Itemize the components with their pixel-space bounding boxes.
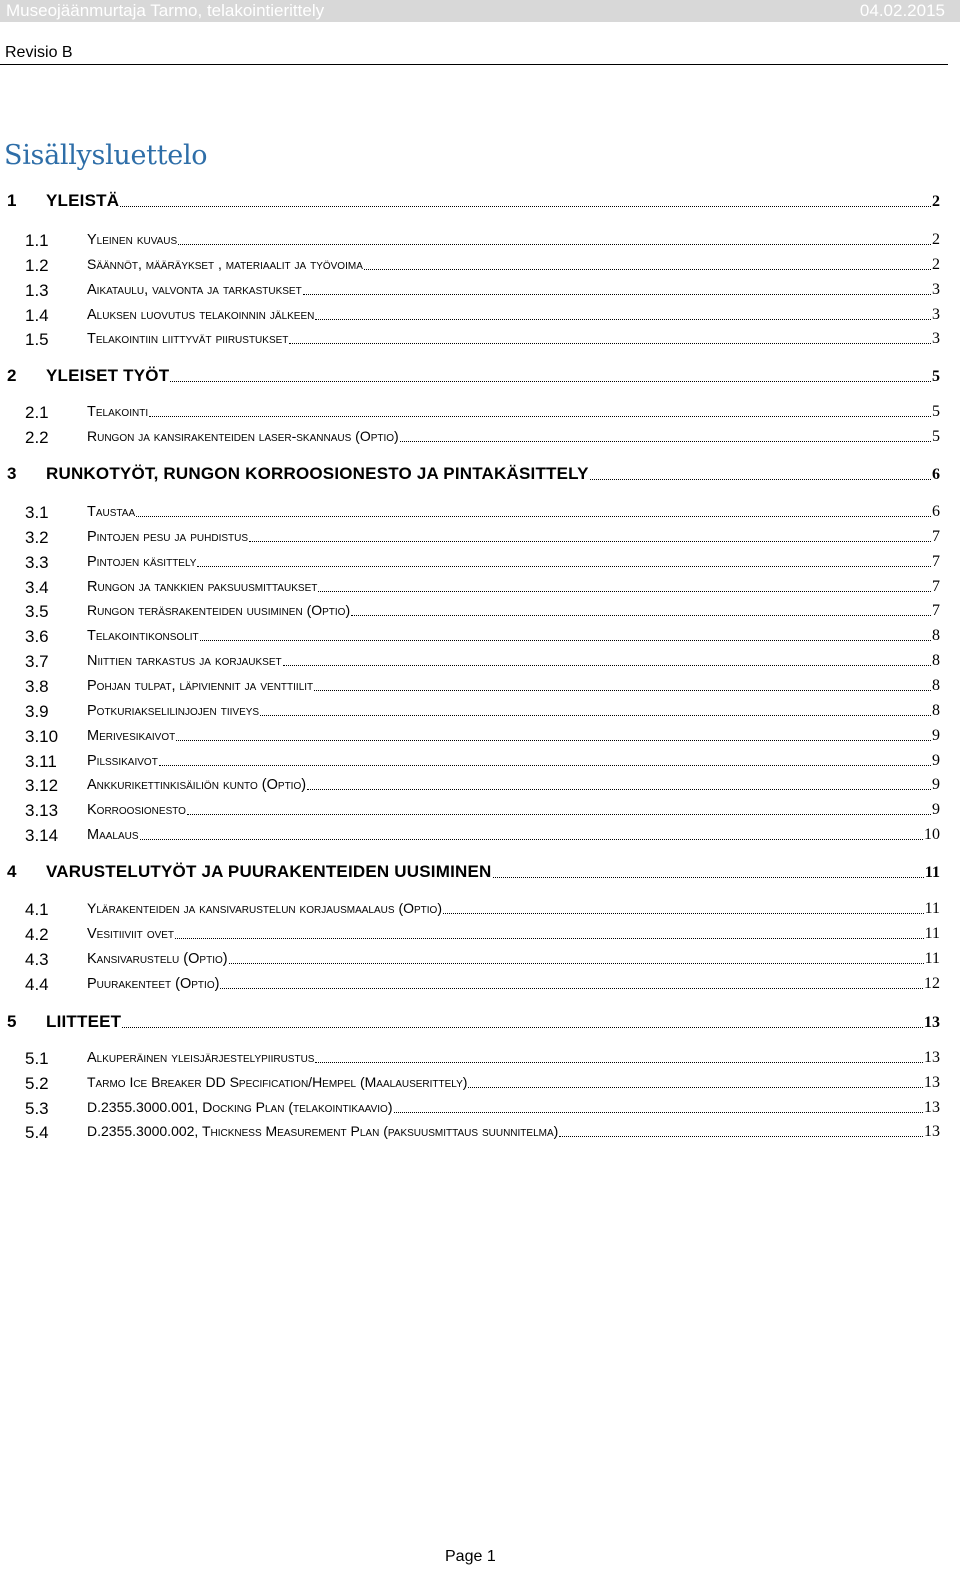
toc-title: Sisällysluettelo [4,140,208,171]
toc-entry-number: 1.3 [25,281,49,300]
toc-entry-label: Yleinen kuvaus [87,232,178,248]
toc-entry-page: 11 [924,950,940,967]
toc-entry-page: 2 [932,256,940,273]
toc-entry-label: Puurakenteet (Optio) [87,976,220,992]
toc-entry-page: 13 [924,1123,940,1140]
toc-entry-number: 3.2 [25,528,49,547]
dot-leader [468,1087,923,1088]
toc-entry-page: 12 [924,975,940,992]
toc-entry-page: 9 [932,801,940,818]
toc-entry-label: VARUSTELUTYÖT JA PUURAKENTEIDEN UUSIMINEN [46,862,492,881]
dot-leader [197,566,931,567]
toc-entry-page: 9 [932,776,940,793]
toc-entry-label: Telakointikonsolit [87,628,199,644]
toc-entry-label: Aluksen luovutus telakoinnin jälkeen [87,307,315,323]
toc-entry-page: 13 [924,1049,940,1066]
toc-entry-page: 6 [932,503,940,520]
toc-entry-label: Pintojen pesu ja puhdistus [87,529,249,545]
toc-entry-page: 5 [932,428,940,445]
toc-entry-page: 7 [932,578,940,595]
toc-entry-number: 5 [7,1012,17,1031]
toc-entry-label: Alkuperäinen yleisjärjestelypiirustus [87,1050,315,1066]
toc-entry-label: LIITTEET [46,1012,122,1031]
toc-entry-page: 8 [932,652,940,669]
toc-entry-number: 1 [7,191,17,210]
dot-leader [400,441,931,442]
document-title: Museojäänmurtaja Tarmo, telakointierittely [6,1,325,20]
dot-leader [249,541,931,542]
toc-entry-label: Pintojen käsittely [87,554,197,570]
toc-entry-number: 1.1 [25,231,49,250]
toc-entry-page: 9 [932,727,940,744]
toc-entry-page: 9 [932,752,940,769]
dot-leader [178,244,931,245]
toc-entry-label: Korroosionesto [87,802,186,818]
toc-entry-number: 5.2 [25,1074,49,1093]
toc-entry-label: Potkuriakselilinjojen tiiveys [87,703,260,719]
dot-leader [289,343,931,344]
dot-leader [175,938,924,939]
toc-entry-page: 3 [932,281,940,298]
dot-leader [283,665,931,666]
toc-entry-page: 10 [924,826,940,843]
toc-entry-page: 13 [924,1074,940,1091]
toc-entry-number: 5.3 [25,1099,49,1118]
toc-entry-number: 3.14 [25,826,59,845]
dot-leader [159,765,931,766]
toc-entry-page: 7 [932,553,940,570]
dot-leader [187,814,931,815]
toc-entry-label: Rungon ja tankkien paksuusmittaukset [87,579,318,595]
toc-entry-page: 8 [932,702,940,719]
dot-leader [364,269,931,270]
toc-entry-number: 3.6 [25,627,49,646]
toc-entry-number: 3.8 [25,677,49,696]
toc-entry-number: 3.4 [25,578,49,597]
toc-entry-number: 1.2 [25,256,49,275]
dot-leader [493,877,924,878]
toc-entry-number: 2.1 [25,403,49,422]
toc-entry-number: 3.12 [25,776,59,795]
toc-entry-label: Aikataulu, valvonta ja tarkastukset [87,282,302,298]
dot-leader [318,591,931,592]
toc-entry-page: 2 [932,231,940,248]
toc-entry-page: 11 [924,900,940,917]
toc-entry-label: Telakointi [87,404,149,420]
toc-entry-number: 4.3 [25,950,49,969]
toc-entry-label: Rungon ja kansirakenteiden laser-skannaus (Optio) [87,428,399,444]
toc-entry-page: 3 [932,330,940,347]
toc-entry-label: Pilssikaivot [87,753,158,769]
toc-entry-number: 5.4 [25,1123,49,1142]
toc-entry-page: 5 [932,368,940,385]
toc-entry-number: 3 [7,464,17,483]
toc-entry-page: 7 [932,528,940,545]
toc-entry-number: 3.9 [25,702,49,721]
dot-leader [122,1027,923,1028]
toc-entry-page: 7 [932,602,940,619]
toc-entry-label: YLEISET TYÖT [46,366,170,385]
toc-entry-label: Maalaus [87,827,139,843]
toc-entry-page: 2 [932,193,940,210]
toc-entry-label: Niittien tarkastus ja korjaukset [87,653,282,669]
dot-leader [315,1062,923,1063]
dot-leader [314,690,931,691]
toc-entry-label: Taustaa [87,504,136,520]
dot-leader [351,615,931,616]
dot-leader [170,381,931,382]
toc-entry-label: Tarmo Ice Breaker DD Specification/Hempel (Maalauserittely) [87,1074,468,1090]
dot-leader [136,516,931,517]
toc-entry-number: 2 [7,366,17,385]
toc-entry-label: Telakointiin liittyvät piirustukset [87,331,289,347]
toc-entry-label: RUNKOTYÖT, RUNGON KORROOSIONESTO JA PINTAKÄSITTELY [46,464,589,483]
toc-entry-label: YLEISTÄ [46,191,120,210]
dot-leader [559,1136,923,1137]
toc-entry-page: 8 [932,627,940,644]
dot-leader [220,988,923,989]
toc-entry-number: 1.4 [25,306,49,325]
dot-leader [443,913,924,914]
toc-entry-page: 5 [932,403,940,420]
toc-entry-page: 8 [932,677,940,694]
toc-entry-label: D.2355.3000.001, Docking Plan (telakointikaavio) [87,1099,393,1115]
toc-entry-number: 3.10 [25,727,59,746]
toc-entry-number: 4.4 [25,975,49,994]
toc-entry-number: 1.5 [25,330,49,349]
toc-entry-page: 11 [924,925,940,942]
toc-entry-label: D.2355.3000.002, Thickness Measurement Plan (paksuusmittaus suunnitelma) [87,1123,559,1139]
toc-entry-number: 2.2 [25,428,49,447]
toc-entry-label: Ankkurikettinkisäiliön kunto (Optio) [87,777,307,793]
toc-entry-page: 6 [932,466,940,483]
toc-entry-number: 5.1 [25,1049,49,1068]
toc-entry-label: Kansivarustelu (Optio) [87,951,228,967]
toc-entry-label: Säännöt, määräykset , materiaalit ja työvoima [87,256,363,272]
toc-entry-number: 3.1 [25,503,49,522]
dot-leader [307,789,931,790]
toc-entry-page: 13 [924,1014,940,1031]
toc-entry-number: 4.2 [25,925,49,944]
dot-leader [229,963,924,964]
toc-entry-page: 13 [924,1099,940,1116]
toc-entry-label: Pohjan tulpat, läpiviennit ja venttiilit [87,678,314,694]
dot-leader [315,319,931,320]
toc-entry-number: 4 [7,862,17,881]
toc-entry-label: Rungon teräsrakenteiden uusiminen (Optio) [87,602,351,618]
document-date: 04.02.2015 [859,1,945,20]
toc-entry-number: 3.3 [25,553,49,572]
toc-entry-number: 3.11 [25,752,57,771]
toc-entry-number: 3.13 [25,801,59,820]
dot-leader [394,1112,924,1113]
toc-entry-label: Ylärakenteiden ja kansivarustelun korjausmaalaus (Optio) [87,900,442,916]
toc-entry-number: 3.5 [25,602,49,621]
revision-label: Revisio B [5,44,73,61]
toc-entry-page: 3 [932,306,940,323]
dot-leader [200,640,931,641]
page-number: Page 1 [445,1548,496,1565]
dot-leader [303,294,931,295]
toc-entry-page: 11 [924,864,940,881]
toc-entry-number: 4.1 [25,900,49,919]
toc-entry-label: Merivesikaivot [87,728,176,744]
toc-entry-label: Vesitiiviit ovet [87,926,175,942]
dot-leader [176,740,931,741]
dot-leader [149,416,931,417]
toc-entry-number: 3.7 [25,652,49,671]
dot-leader [260,715,931,716]
dot-leader [120,206,931,207]
dot-leader [590,479,931,480]
dot-leader [140,839,923,840]
